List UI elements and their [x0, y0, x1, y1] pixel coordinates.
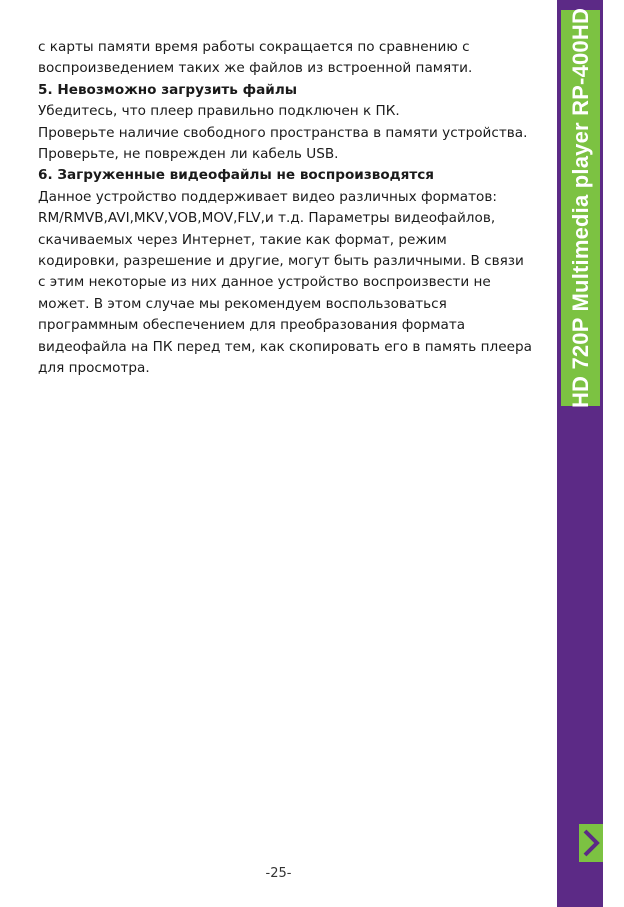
section-heading-5: 5. Невозможно загрузить файлы — [38, 81, 298, 98]
product-title: HD 720P Multimedia player RP-400HD — [567, 7, 593, 409]
body-line: видеофайла на ПК перед тем, как скопировать его в память плеера — [38, 338, 532, 355]
body-line: RM/RMVB,AVI,MKV,VOB,MOV,FLV,и т.д. Параметры видеофайлов, — [38, 210, 496, 227]
body-line: программным обеспечением для преобразования формата — [38, 317, 466, 334]
page-number: -25- — [265, 866, 292, 881]
body-line: Проверьте наличие свободного пространства в памяти устройства. — [38, 124, 528, 141]
body-line: для просмотра. — [38, 360, 150, 377]
body-line: может. В этом случае мы рекомендуем воспользоваться — [38, 295, 447, 312]
section-heading-6: 6. Загруженные видеофайлы не воспроизводятся — [38, 167, 435, 184]
body-line: Проверьте, не поврежден ли кабель USB. — [38, 146, 339, 163]
body-line: Убедитесь, что плеер правильно подключен к ПК. — [38, 103, 400, 120]
body-line: скачиваемых через Интернет, такие как формат, режим — [38, 231, 447, 248]
body-line: кодировки, разрешение и другие, могут быть различными. В связи — [38, 253, 524, 270]
body-line: воспроизведением таких же файлов из встроенной памяти. — [38, 60, 473, 77]
body-line: с карты памяти время работы сокращается по сравнению с — [38, 39, 470, 55]
next-page-button[interactable] — [579, 824, 603, 862]
product-title-band — [561, 7, 600, 409]
chevron-right-icon — [579, 824, 603, 862]
page-body — [38, 37, 550, 380]
body-line: с этим некоторые из них данное устройство воспроизвести не — [38, 274, 491, 291]
body-line: Данное устройство поддерживает видео различных форматов: — [38, 188, 497, 205]
